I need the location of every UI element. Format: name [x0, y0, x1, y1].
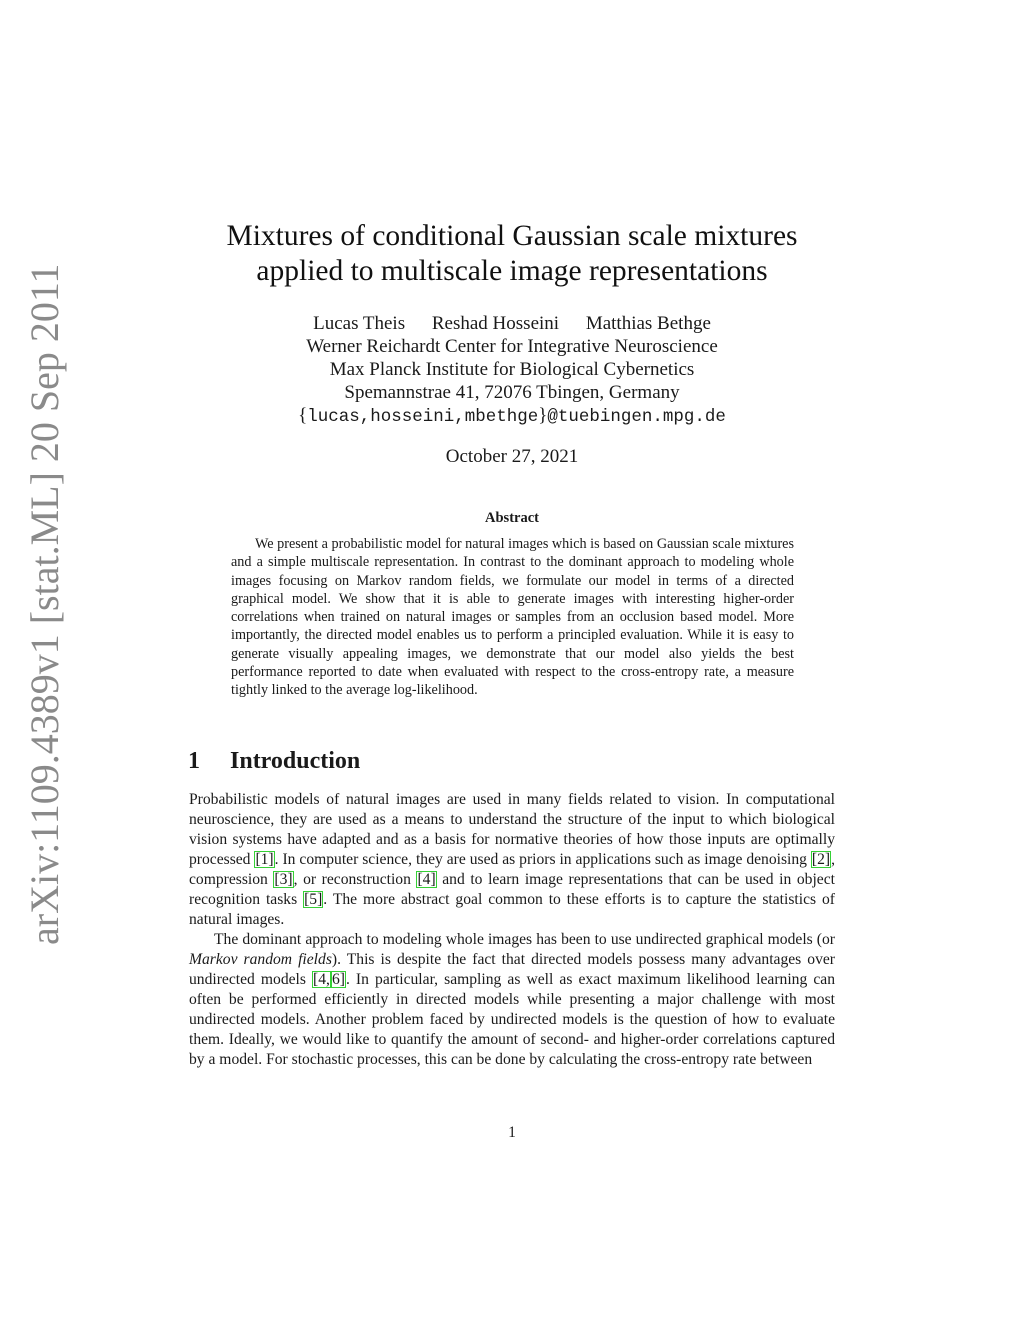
affiliation-line: Max Planck Institute for Biological Cybernetics — [329, 359, 695, 380]
title-line-1: Mixtures of conditional Gaussian scale mixtures — [226, 220, 798, 252]
email-domain: @tuebingen.mpg.de — [547, 407, 726, 427]
introduction-body — [189, 790, 835, 1070]
author-name: Reshad Hosseini — [431, 313, 560, 334]
intro-paragraph-2 — [189, 930, 835, 1070]
intro-text: and to learn image representations that can be used in object recognition tasks — [189, 871, 835, 908]
email-brace-close: } — [538, 405, 548, 426]
emphasized-term: Markov random fields — [189, 951, 332, 968]
abstract-text: We present a probabilistic model for natural images which is based on Gaussian scale mixtures and a simple multiscale representation. In contrast to the dominant approach to modeling whole images focusing on Markov random fields, we formulate our model in terms of a directed graphical model. We show that it is able to generate images with interesting higher-order correlations when trained on natural images or samples from an occlusion based model. More importantly, the directed model enables us to perform a principled evaluation. While it is easy to generate visually appealing images, we demonstrate that our model also yields the best performance reported to date when evaluated with respect to the cross-entropy rate, a measure tightly linked to the average log-likelihood. — [231, 536, 794, 699]
section-title: Introduction — [230, 748, 361, 774]
citation-link[interactable]: 6] — [331, 971, 345, 988]
citation-link[interactable]: [4, — [313, 971, 330, 988]
author-names — [150, 312, 874, 335]
author-name: Lucas Theis — [313, 313, 406, 334]
affiliation-line: Spemannstrae 41, 72076 Tbingen, Germany — [344, 382, 680, 403]
citation-link[interactable]: [5] — [304, 891, 323, 908]
author-block — [150, 312, 874, 429]
email-brace-open: { — [298, 405, 308, 426]
page-number: 1 — [508, 1124, 516, 1141]
intro-text: Probabilistic models of natural images are used in many fields related to vision. In computational neuroscience, they are used as a means to understand the structure of the input to which biological vision systems have adapted and as a basis for normative theories of how those inputs are optimally processed — [189, 791, 835, 868]
intro-text: The dominant approach to modeling whole images has been to use undirected graphical models (or — [214, 931, 835, 948]
intro-text: . In computer science, they are used as priors in applications such as image denoising — [274, 851, 811, 868]
intro-text: . In particular, sampling as well as exact maximum likelihood learning can often be performed efficiently in directed models while presenting a major challenge with most undirected models. Another problem faced by undirected models is the question of how to evaluate them. Ideally, we would like to quantify the amount of second- and higher-order correlations captured by a model. For stochastic processes, this can be done by calculating the cross-entropy rate between — [189, 971, 835, 1068]
title-line-2: applied to multiscale image representations — [256, 255, 768, 287]
paper-date: October 27, 2021 — [445, 446, 579, 467]
intro-paragraph-1 — [189, 790, 835, 930]
author-name: Matthias Bethge — [585, 313, 711, 334]
intro-text: , or reconstruction — [293, 871, 417, 888]
section-heading — [188, 746, 360, 776]
intro-text: ). This is despite the fact that directed models possess many advantages over undirected models — [189, 951, 835, 988]
citation-link[interactable]: [1] — [255, 851, 274, 868]
affiliation-line: Werner Reichardt Center for Integrative Neuroscience — [306, 336, 718, 357]
intro-text: . The more abstract goal common to these efforts is to capture the statistics of natural images. — [189, 891, 835, 928]
section-number: 1 — [188, 748, 200, 774]
arxiv-identifier-stamp: arXiv:1109.4389v1 [stat.ML] 20 Sep 2011 — [22, 263, 67, 945]
intro-text: , compression — [189, 851, 835, 888]
citation-link[interactable]: [3] — [274, 871, 293, 888]
paper-title — [150, 219, 874, 289]
abstract-heading: Abstract — [485, 510, 539, 526]
citation-link[interactable]: [4] — [417, 871, 436, 888]
author-emails — [150, 404, 874, 429]
citation-link[interactable]: [2] — [811, 851, 831, 868]
email-usernames: lucas,hosseini,mbethge — [307, 407, 539, 427]
